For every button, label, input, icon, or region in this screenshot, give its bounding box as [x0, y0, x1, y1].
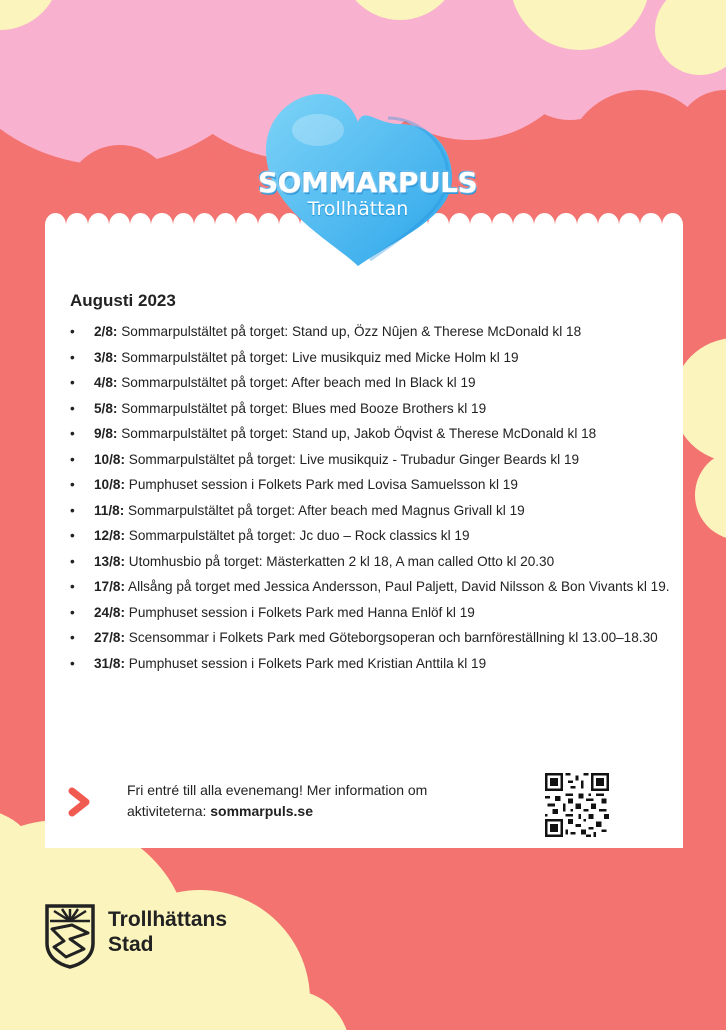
- city-emblem-icon: [44, 903, 96, 969]
- event-item: [70, 574, 670, 600]
- event-date: 27/8:: [94, 630, 125, 645]
- event-date: 2/8:: [94, 324, 118, 339]
- event-date: 3/8:: [94, 349, 118, 365]
- event-text: Pumphuset session i Folkets Park med Lovisa Samuelsson kl 19: [128, 477, 518, 492]
- event-item: [70, 498, 670, 524]
- event-date: 5/8:: [94, 400, 118, 416]
- event-text: Allsång på torget med Jessica Andersson, Paul Paljett, David Nilsson & Bon Vivants kl 19.: [128, 579, 670, 594]
- city-name-line2: Stad: [108, 933, 154, 956]
- event-date: 10/8:: [94, 451, 125, 467]
- event-date: 4/8:: [94, 375, 118, 390]
- event-list: [70, 319, 670, 676]
- event-item: [70, 421, 670, 447]
- event-item: [70, 345, 670, 371]
- event-text: Sommarpulstältet på torget: Live musikquiz med Micke Holm kl 19: [121, 349, 519, 365]
- info-description: Fri entré till alla evenemang! Mer information om aktiviteterna:: [127, 782, 428, 819]
- sommarpuls-logo: [258, 88, 478, 270]
- month-heading: Augusti 2023: [70, 291, 176, 310]
- event-text: Sommarpulstältet på torget: After beach med In Black kl 19: [121, 375, 476, 390]
- event-text: Scensommar i Folkets Park med Göteborgsoperan och barnföreställning kl 13.00–18.30: [128, 630, 658, 645]
- city-name: [108, 907, 227, 957]
- event-item: [70, 651, 670, 677]
- event-date: 11/8:: [94, 502, 125, 518]
- event-text: Pumphuset session i Folkets Park med Kristian Anttila kl 19: [128, 655, 487, 671]
- brand-title: SOMMARPULS: [258, 166, 478, 199]
- trollhattans-stad-logo: [44, 903, 264, 973]
- event-text: Sommarpulstältet på torget: Stand up, Jakob Öqvist & Therese McDonald kl 18: [121, 426, 597, 441]
- chevron-right-icon: [68, 787, 92, 817]
- event-date: 17/8:: [94, 579, 125, 594]
- website-link[interactable]: sommarpuls.se: [210, 803, 313, 819]
- city-name-line1: Trollhättans: [108, 908, 228, 931]
- event-item: [70, 625, 670, 651]
- event-item: [70, 447, 670, 473]
- event-item: [70, 549, 670, 575]
- event-date: 10/8:: [94, 477, 125, 492]
- event-text: Sommarpulstältet på torget: Jc duo – Rock classics kl 19: [128, 528, 470, 543]
- event-item: [70, 523, 670, 549]
- event-text: Sommarpulstältet på torget: Stand up, Özz Nûjen & Therese McDonald kl 18: [121, 324, 582, 339]
- event-item: [70, 396, 670, 422]
- event-item: [70, 600, 670, 626]
- event-text: Sommarpulstältet på torget: After beach med Magnus Grivall kl 19: [128, 502, 525, 518]
- event-date: 13/8:: [94, 553, 125, 569]
- event-date: 24/8:: [94, 604, 125, 620]
- event-item: [70, 370, 670, 396]
- event-item: [70, 472, 670, 498]
- event-item: [70, 319, 670, 345]
- event-text: Sommarpulstältet på torget: Blues med Booze Brothers kl 19: [121, 400, 487, 416]
- event-date: 31/8:: [94, 655, 125, 671]
- event-date: 12/8:: [94, 528, 125, 543]
- brand-subtitle: Trollhättan: [307, 198, 409, 220]
- event-text: Pumphuset session i Folkets Park med Hanna Enlöf kl 19: [128, 604, 475, 620]
- events-card: [45, 225, 683, 848]
- info-text: [127, 780, 507, 822]
- event-text: Utomhusbio på torget: Mästerkatten 2 kl 18, A man called Otto kl 20.30: [128, 553, 555, 569]
- event-date: 9/8:: [94, 426, 118, 441]
- event-text: Sommarpulstältet på torget: Live musikquiz - Trubadur Ginger Beards kl 19: [128, 451, 580, 467]
- qr-code[interactable]: [545, 773, 609, 837]
